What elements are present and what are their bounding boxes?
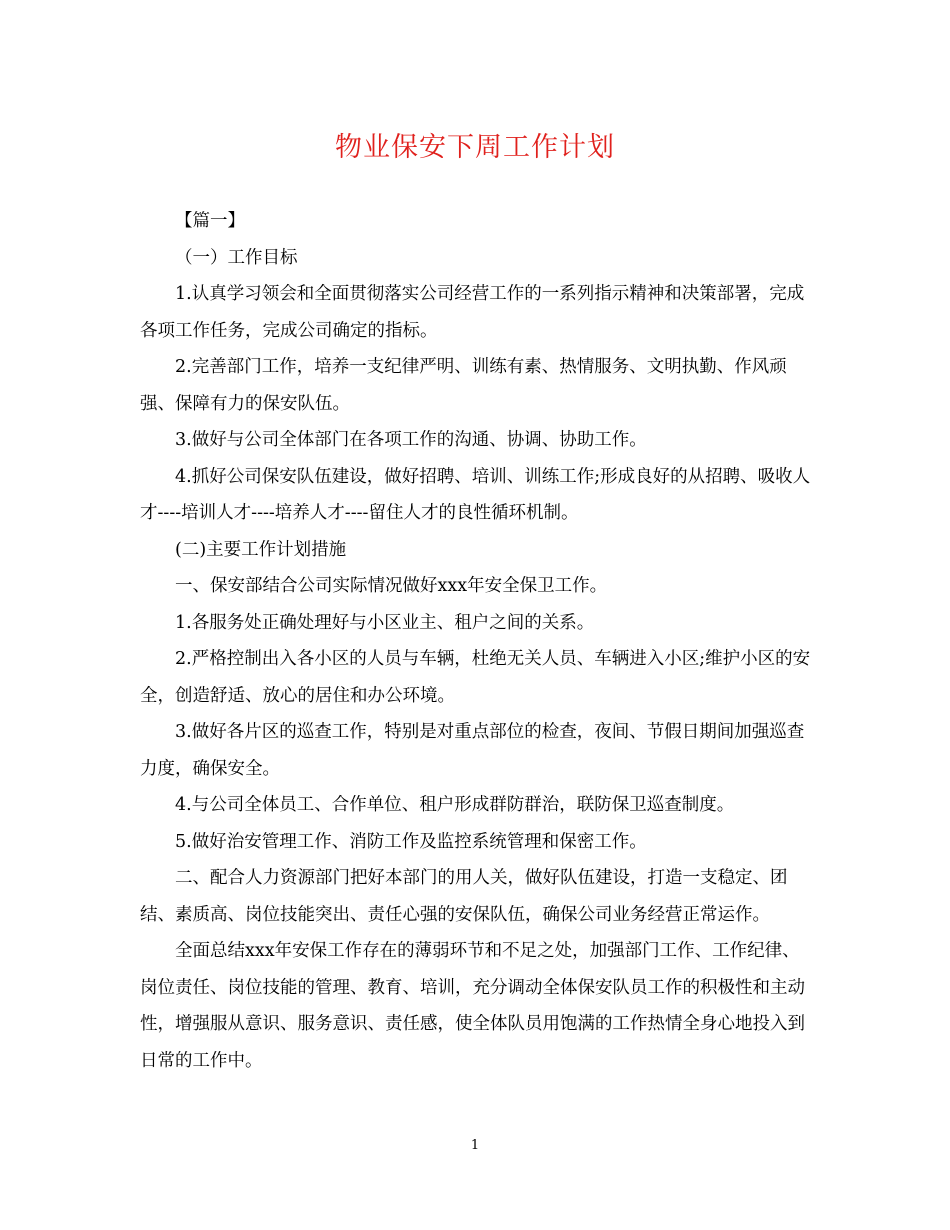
paragraph: 二、配合人力资源部门把好本部门的用人关，做好队伍建设，打造一支稳定、团结、素质高、岗位技能突出、责任心强的安保队伍，确保公司业务经营正常运作。 (140, 868, 788, 925)
paragraph: 2.严格控制出入各小区的人员与车辆，杜绝无关人员、车辆进入小区;维护小区的安全，创造舒适、放心的居住和办公环境。 (140, 649, 811, 706)
paragraph: 1.各服务处正确处理好与小区业主、租户之间的关系。 (175, 612, 595, 633)
document-title: 物业保安下周工作计划 (335, 132, 615, 163)
document-body (140, 203, 812, 1079)
paragraph: 3.做好各片区的巡查工作，特别是对重点部位的检查，夜间、节假日期间加强巡查力度，确保安全。 (140, 722, 805, 779)
section-heading: 【篇一】 (175, 211, 245, 231)
paragraph: 2.完善部门工作，培养一支纪律严明、训练有素、热情服务、文明执勤、作风顽强、保障有力的保安队伍。 (140, 357, 787, 414)
subsection-heading: (二)主要工作计划措施 (175, 539, 347, 560)
paragraph: 4.抓好公司保安队伍建设，做好招聘、培训、训练工作;形成良好的从招聘、吸收人才----培训人才----培养人才----留住人才的良性循环机制。 (140, 466, 811, 523)
paragraph: 3.做好与公司全体部门在各项工作的沟通、协调、协助工作。 (175, 430, 647, 450)
page-number: 1 (470, 1138, 480, 1153)
paragraph: 4.与公司全体员工、合作单位、租户形成群防群治，联防保卫巡查制度。 (175, 795, 735, 815)
paragraph: 一、保安部结合公司实际情况做好xxx年安全保卫工作。 (175, 576, 608, 596)
paragraph: 1.认真学习领会和全面贯彻落实公司经营工作的一系列指示精神和决策部署，完成各项工作任务，完成公司确定的指标。 (140, 284, 805, 341)
subsection-heading: （一）工作目标 (175, 247, 298, 268)
paragraph: 全面总结xxx年安保工作存在的薄弱环节和不足之处，加强部门工作、工作纪律、岗位责任、岗位技能的管理、教育、培训，充分调动全体保安队员工作的积极性和主动性，增强服从意识、服务意识、责任感，使全体队员用饱满的工作热情全身心地投入到日常的工作中。 (140, 941, 805, 1071)
paragraph: 5.做好治安管理工作、消防工作及监控系统管理和保密工作。 (175, 831, 647, 852)
